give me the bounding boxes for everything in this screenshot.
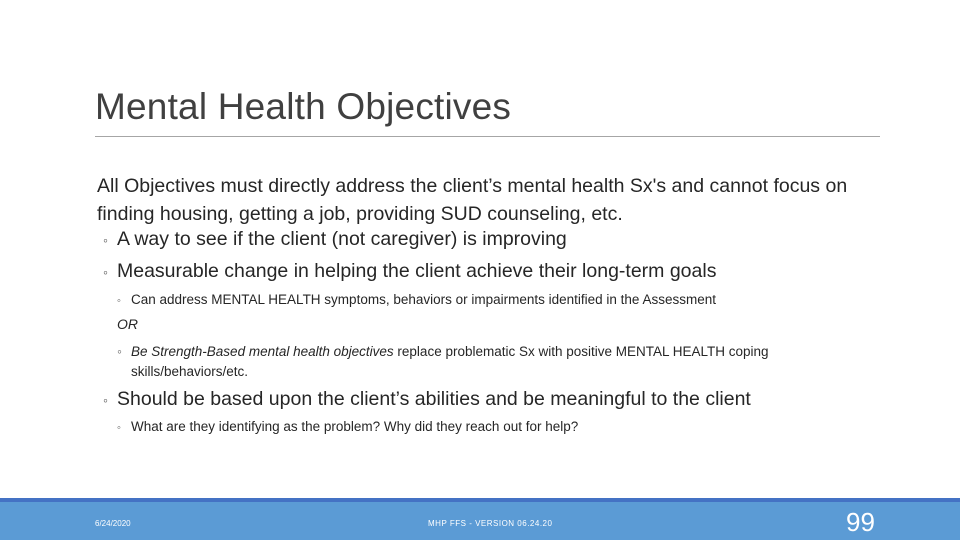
- sub-bullet-marker: ◦: [117, 344, 122, 359]
- strength-based-rest: replace problematic Sx with positive MENTAL HEALTH coping skills/behaviors/etc.: [131, 344, 769, 379]
- sub-bullet-problem: [117, 419, 578, 434]
- bullet-text: A way to see if the client (not caregiver) is improving: [117, 228, 567, 250]
- slide-title: Mental Health Objectives: [95, 86, 512, 127]
- sub-bullet-text: What are they identifying as the problem? Why did they reach out for help?: [131, 419, 579, 434]
- or-label: OR: [117, 316, 138, 332]
- bullet-text: Measurable change in helping the client achieve their long-term goals: [117, 260, 717, 282]
- sub-bullet-text: Can address MENTAL HEALTH symptoms, behaviors or impairments identified in the Assessment: [131, 292, 716, 307]
- bullet-measurable: [103, 260, 716, 283]
- bullet-abilities: [103, 388, 751, 411]
- footer-band: [0, 502, 960, 540]
- sub-bullet-marker: ◦: [117, 422, 121, 434]
- footer-date: 6/24/2020: [95, 519, 131, 528]
- sub-bullet-marker: ◦: [117, 295, 121, 307]
- bullet-text: Should be based upon the client’s abilities and be meaningful to the client: [117, 388, 751, 410]
- footer-version: MHP FFS - VERSION 06.24.20: [428, 519, 553, 528]
- bullet-marker: ◦: [103, 232, 108, 248]
- sub-bullet-strength-based: [117, 342, 857, 382]
- page-number: 99: [846, 507, 875, 537]
- title-divider: [95, 136, 880, 137]
- bullet-marker: ◦: [103, 392, 108, 408]
- sub-bullet-symptoms: [117, 292, 716, 307]
- bullet-marker: ◦: [103, 264, 108, 280]
- sub-bullet-text: [117, 342, 857, 382]
- strength-based-emphasis: Be Strength-Based mental health objectives: [131, 344, 394, 359]
- bullet-improving: [103, 228, 567, 251]
- intro-paragraph: All Objectives must directly address the client’s mental health Sx's and cannot focus on finding housing, getting a job, providing SUD counseling, etc.: [97, 175, 848, 225]
